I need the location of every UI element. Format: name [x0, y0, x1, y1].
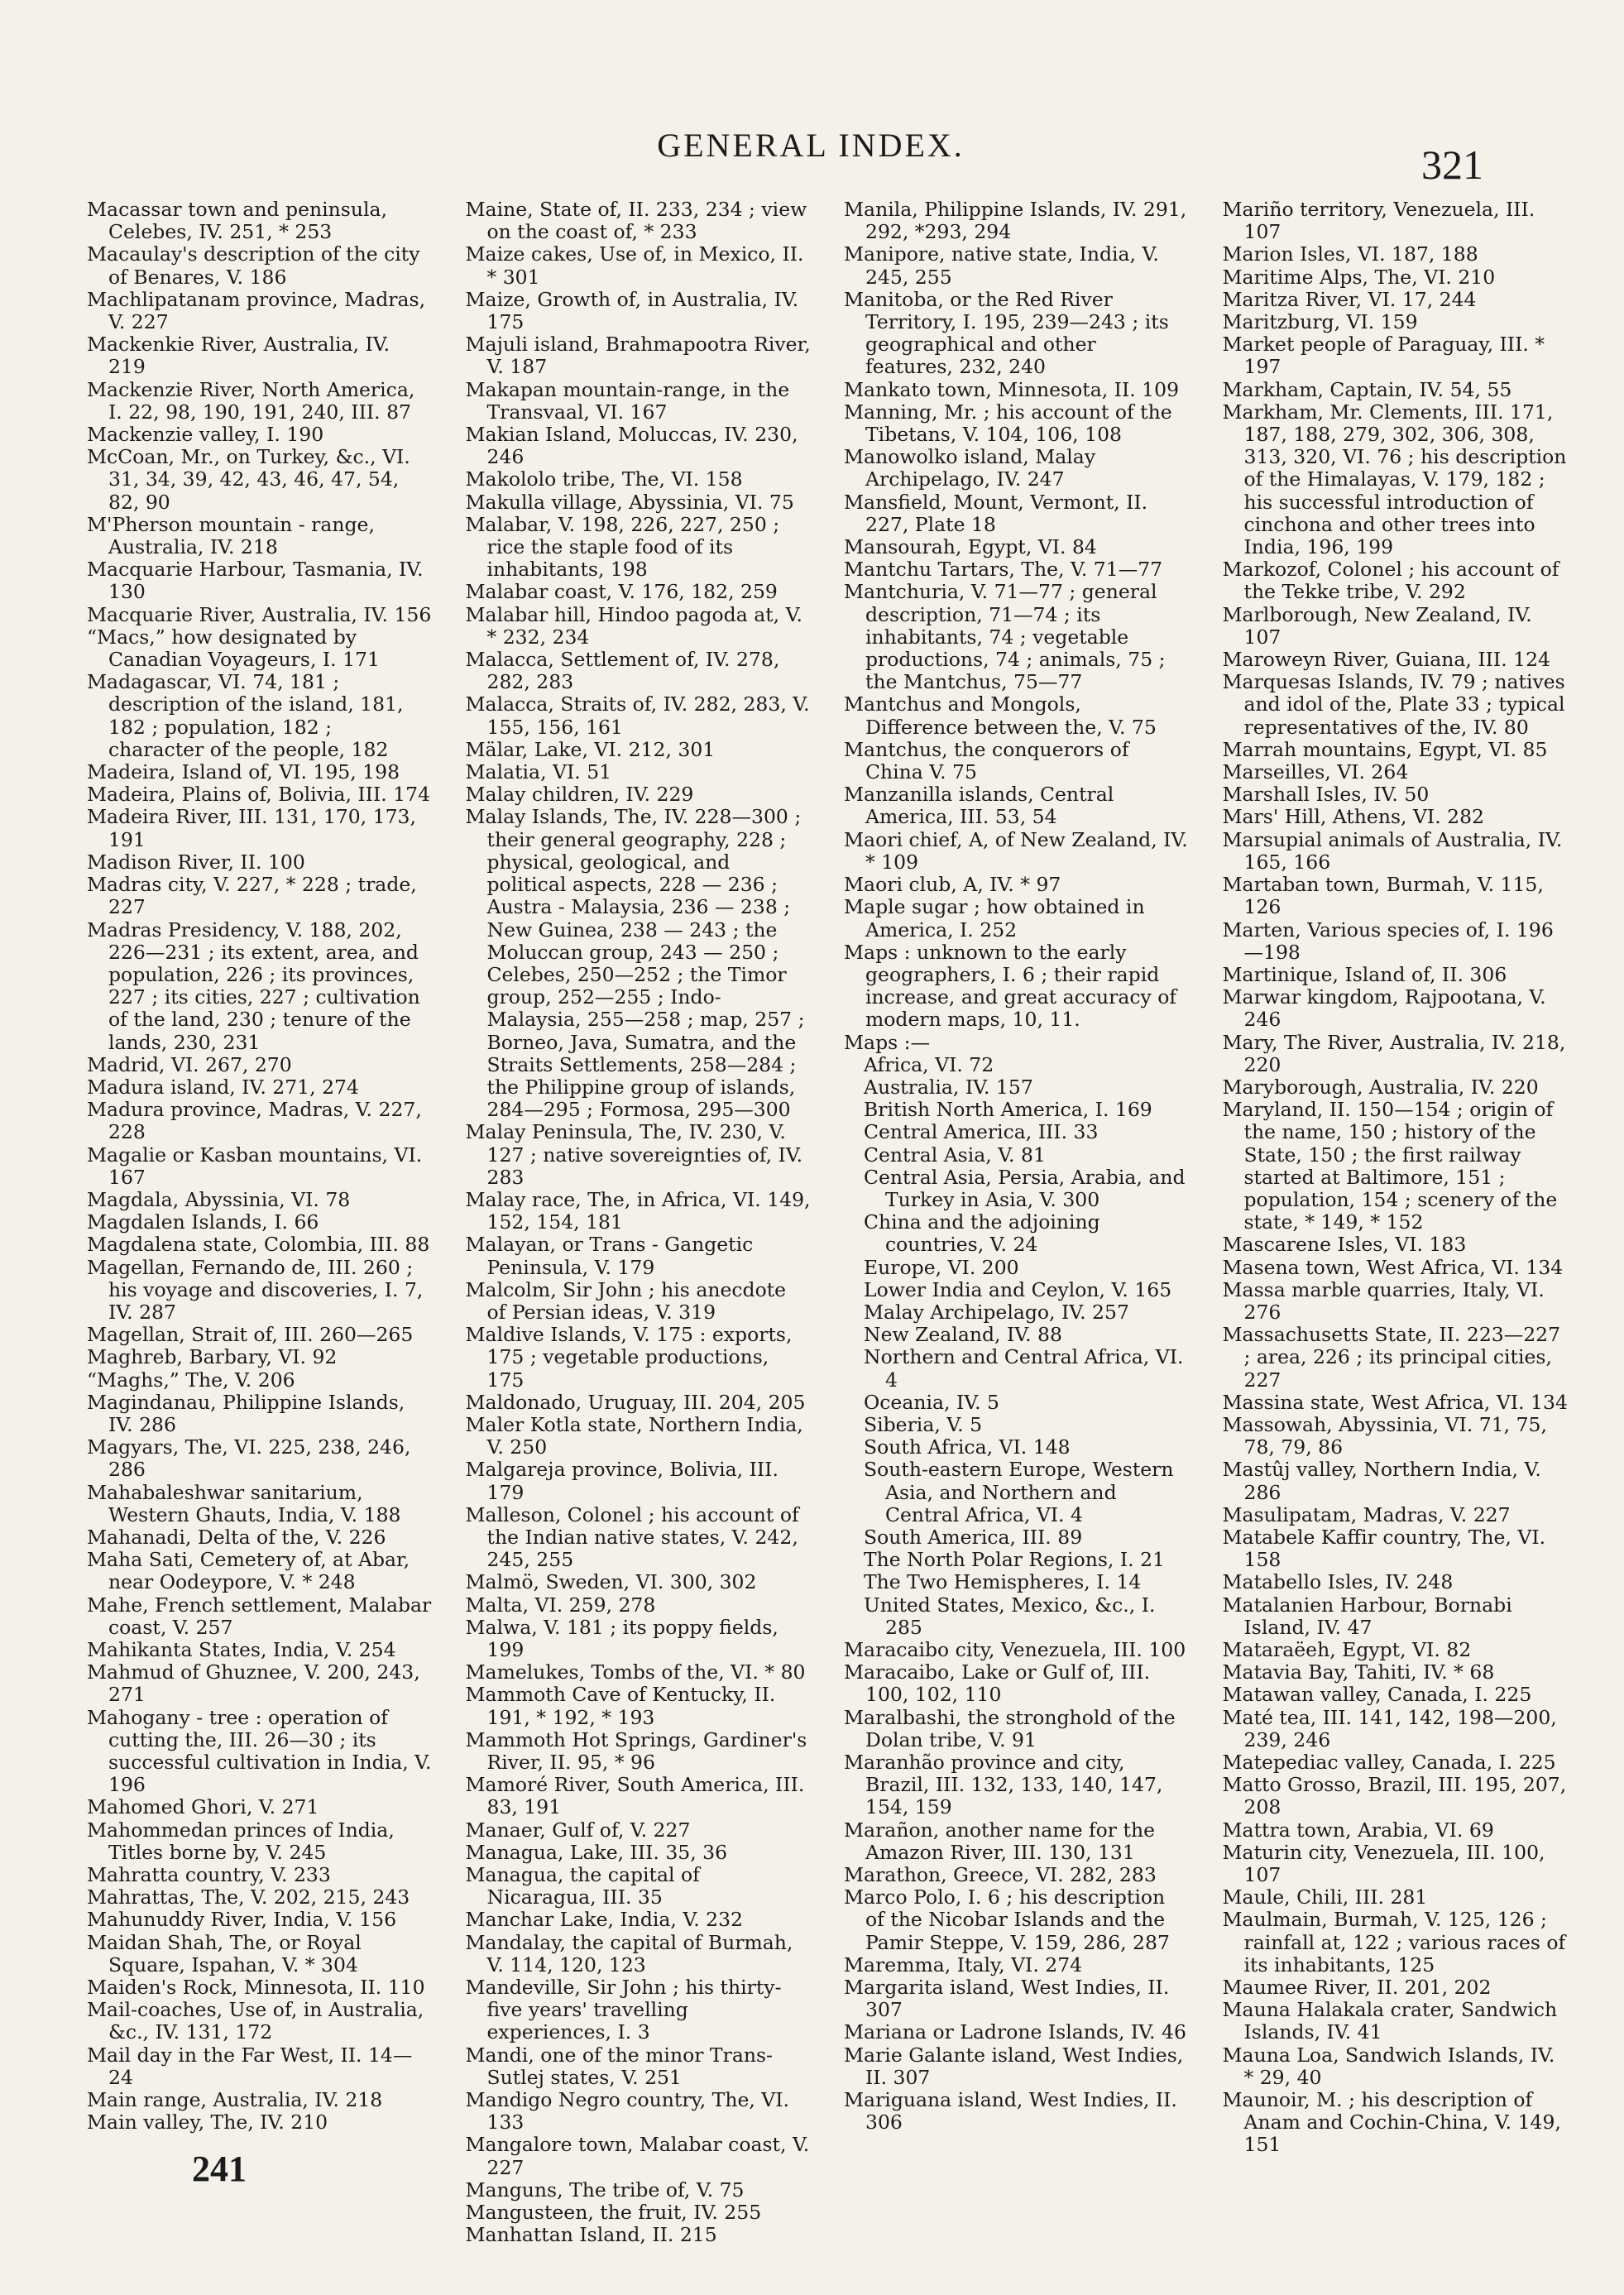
index-entry: Siberia, V. 5: [864, 1412, 983, 1436]
index-entry: Marquesas Islands, IV. 79 ; natives and idol of the, Plate 33 ; typical representatives of the, IV. 80: [1222, 670, 1565, 739]
index-entry: Mars' Hill, Athens, VI. 282: [1222, 805, 1485, 829]
index-entry: Maremma, Italy, VI. 274: [844, 1952, 1083, 1976]
index-entry: Maha Sati, Cemetery of, at Abar, near Oodeypore, V. * 248: [87, 1548, 410, 1594]
index-entry: United States, Mexico, &c., I. 285: [864, 1593, 1156, 1639]
index-entry: Mahikanta States, India, V. 254: [87, 1638, 396, 1661]
index-entry: Malay children, IV. 229: [465, 783, 694, 807]
index-entry: Maghreb, Barbary, VI. 92: [87, 1345, 338, 1369]
index-entry: New Zealand, IV. 88: [864, 1323, 1062, 1347]
index-entry: Mataraëeh, Egypt, VI. 82: [1222, 1638, 1472, 1661]
index-entry: Maine, State of, II. 233, 234 ; view on the coast of, * 233: [465, 198, 807, 244]
index-entry: Mariana or Ladrone Islands, IV. 46: [844, 2020, 1186, 2044]
index-entry: Marseilles, VI. 264: [1222, 760, 1409, 784]
index-entry: Madeira, Island of, VI. 195, 198: [87, 760, 400, 784]
index-entry: Central Asia, V. 81: [864, 1143, 1046, 1167]
index-entry: Mariguana island, West Indies, II. 306: [844, 2088, 1177, 2134]
index-entry: Manzanilla islands, Central America, III. 53, 54: [844, 783, 1114, 829]
index-entry: Oceania, IV. 5: [864, 1390, 999, 1414]
index-entry: Mangusteen, the fruit, IV. 255: [465, 2201, 762, 2225]
index-entry: Mantchuria, V. 71—77 ; general description, 71—74 ; its inhabitants, 74 ; vegetable productions, 74 ; animals, 75 ; the Mantchus, 75—77: [844, 580, 1166, 694]
index-entry: Martinique, Island of, II. 306: [1222, 962, 1507, 986]
index-entry: Makulla village, Abyssinia, VI. 75: [465, 490, 794, 514]
index-entry: “Maghs,” The, V. 206: [87, 1368, 295, 1392]
index-entry: Manaer, Gulf of, V. 227: [465, 1818, 691, 1842]
index-entry: Mahratta country, V. 233: [87, 1863, 331, 1887]
index-entry: Magdala, Abyssinia, VI. 78: [87, 1187, 351, 1211]
index-entry: Maumee River, II. 201, 202: [1222, 1976, 1492, 2000]
index-entry: Malay Islands, The, IV. 228—300 ; their general geography, 228 ; physical, geological, and political aspects, 228 — 236 ; Austra - Malaysia, 236 — 238 ; New Guinea, 238 — 243 ; the Moluccan group, 243 — 250 ; Celebes, 250—252 ; the Timor group, 252—255 ; Indo-Malaysia, 255—258 ; map, 257 ; Borneo, Java, Sumatra, and the Straits Settlements, 258—284 ; the Philippine group of islands, 284—295 ; Formosa, 295—300: [465, 805, 805, 1122]
index-entry: Magdalena state, Colombia, III. 88: [87, 1233, 430, 1257]
index-entry: Maritza River, VI. 17, 244: [1222, 287, 1477, 311]
index-entry: M'Pherson mountain - range, Australia, IV. 218: [87, 512, 375, 559]
index-entry: Macquarie Harbour, Tasmania, IV. 130: [87, 558, 424, 604]
index-entry: Maori chief, A, of New Zealand, IV. * 109: [844, 827, 1188, 874]
index-entry: British North America, I. 169: [864, 1098, 1152, 1122]
index-column-2: [465, 198, 812, 2247]
index-entry: Maroweyn River, Guiana, III. 124: [1222, 648, 1551, 672]
index-entry: Matabello Isles, IV. 248: [1222, 1570, 1454, 1594]
index-column-1: [87, 199, 433, 2201]
index-entry: Makian Island, Moluccas, IV. 230, 246: [465, 423, 798, 469]
index-entry: Northern and Central Africa, VI. 4: [864, 1345, 1184, 1392]
index-entry: Mary, The River, Australia, IV. 218, 220: [1222, 1030, 1566, 1076]
index-entry: Martaban town, Burmah, V. 115, 126: [1222, 873, 1544, 919]
index-entry: Maryland, II. 150—154 ; origin of the name, 150 ; history of the State, 150 ; the first railway started at Baltimore, 151 ; population, 154 ; scenery of the state, * 149, * 152: [1222, 1098, 1558, 1234]
index-entry: Malayan, or Trans - Gangetic Peninsula, V. 179: [465, 1233, 754, 1279]
index-entry: Masulipatam, Madras, V. 227: [1222, 1502, 1511, 1526]
index-entry: Magindanau, Philippine Islands, IV. 286: [87, 1390, 405, 1436]
index-entry: Margarita island, West Indies, II. 307: [844, 1976, 1170, 2022]
index-entry: Maritime Alps, The, VI. 210: [1222, 265, 1496, 289]
index-entry: Mantchu Tartars, The, V. 71—77: [844, 558, 1163, 582]
index-entry: Mandi, one of the minor Trans-Sutlej states, V. 251: [465, 2043, 773, 2089]
index-entry: Massa marble quarries, Italy, VI. 276: [1222, 1277, 1545, 1324]
index-entry: Marsupial animals of Australia, IV. 165, 166: [1222, 827, 1563, 874]
index-entry: Main valley, The, IV. 210: [87, 2111, 328, 2134]
index-entry: Maize, Growth of, in Australia, IV. 175: [465, 287, 799, 334]
index-entry: Madura island, IV. 271, 274: [87, 1075, 359, 1099]
index-entry: Market people of Paraguay, III. * 197: [1222, 333, 1545, 379]
index-entry: Managua, Lake, III. 35, 36: [465, 1840, 728, 1864]
index-entry: Africa, VI. 72: [864, 1052, 994, 1076]
index-entry: Mandigo Negro country, The, VI. 133: [465, 2088, 790, 2134]
index-entry: Manguns, The tribe of, V. 75: [465, 2178, 745, 2202]
index-entry: Maritzburg, VI. 159: [1222, 310, 1418, 334]
index-entry: Mackenzie River, North America, I. 22, 98, 190, 191, 240, III. 87: [87, 377, 415, 424]
index-entry: Magellan, Fernando de, III. 260 ; his voyage and discoveries, I. 7, IV. 287: [87, 1255, 424, 1324]
index-entry: Mahmud of Ghuznee, V. 200, 243, 271: [87, 1660, 420, 1707]
index-entry: Malacca, Straits of, IV. 282, 283, V. 155, 156, 161: [465, 692, 810, 739]
index-entry: Madras city, V. 227, * 228 ; trade, 227: [87, 873, 417, 919]
index-entry: Mastûj valley, Northern India, V. 286: [1222, 1458, 1541, 1504]
index-entry: Mauna Loa, Sandwich Islands, IV. * 29, 40: [1222, 2043, 1555, 2089]
index-entry: Marwar kingdom, Rajpootana, V. 246: [1222, 985, 1546, 1032]
index-entry: Malabar, V. 198, 226, 227, 250 ; rice the staple food of its inhabitants, 198: [465, 512, 780, 582]
index-entry: Mansourah, Egypt, VI. 84: [844, 535, 1097, 559]
index-entry: Mascarene Isles, VI. 183: [1222, 1233, 1467, 1257]
index-entry: Madrid, VI. 267, 270: [87, 1052, 292, 1076]
index-entry: Malgareja province, Bolivia, III. 179: [465, 1458, 778, 1504]
index-entry: Matto Grosso, Brazil, III. 195, 207, 208: [1222, 1773, 1567, 1819]
index-entry: Mandeville, Sir John ; his thirty-five years' travelling experiences, I. 3: [465, 1976, 782, 2044]
index-entry: Lower India and Ceylon, V. 165: [864, 1277, 1172, 1301]
index-entry: Marie Galante island, West Indies, II. 307: [844, 2043, 1184, 2089]
index-entry: Manipore, native state, India, V. 245, 255: [844, 242, 1159, 289]
index-entry: Maiden's Rock, Minnesota, II. 110: [87, 1976, 425, 2000]
index-entry: Manning, Mr. ; his account of the Tibetans, V. 104, 106, 108: [844, 400, 1172, 447]
index-entry: Machlipatanam province, Madras, V. 227: [87, 287, 426, 334]
index-entry: Macquarie River, Australia, IV. 156: [87, 602, 432, 626]
index-entry: Mackenkie River, Australia, IV. 219: [87, 333, 390, 379]
index-entry: Maulmain, Burmah, V. 125, 126 ; rainfall at, 122 ; various races of its inhabitants, 125: [1222, 1908, 1566, 1976]
index-entry: Markham, Captain, IV. 54, 55: [1222, 377, 1512, 401]
index-entry: Malay Archipelago, IV. 257: [864, 1300, 1129, 1324]
index-entry: Massowah, Abyssinia, VI. 71, 75, 78, 79, 86: [1222, 1412, 1547, 1459]
index-entry: Maldonado, Uruguay, III. 204, 205: [465, 1390, 806, 1414]
index-entry: Malay race, The, in Africa, VI. 149, 152, 154, 181: [465, 1187, 811, 1234]
index-entry: Makapan mountain-range, in the Transvaal, VI. 167: [465, 377, 790, 424]
index-entry: Mammoth Hot Springs, Gardiner's River, II. 95, * 96: [465, 1727, 807, 1775]
index-entry: Maize cakes, Use of, in Mexico, II. * 301: [465, 242, 804, 289]
index-entry: Mattra town, Arabia, VI. 69: [1222, 1818, 1494, 1842]
index-entry: China and the adjoining countries, V. 24: [864, 1210, 1100, 1257]
index-entry: McCoan, Mr., on Turkey, &c., VI. 31, 34, 39, 42, 43, 46, 47, 54, 82, 90: [87, 445, 410, 514]
signature-mark: 241: [192, 2149, 247, 2189]
index-entry: Malleson, Colonel ; his account of the Indian native states, V. 242, 245, 255: [465, 1502, 799, 1572]
index-entry: Magyars, The, VI. 225, 238, 246, 286: [87, 1435, 411, 1482]
index-entry: Madeira, Plains of, Bolivia, III. 174: [87, 783, 431, 807]
index-entry: Maturin city, Venezuela, III. 100, 107: [1222, 1840, 1545, 1887]
index-entry: Malatia, VI. 51: [465, 760, 612, 784]
index-entry: Madeira River, III. 131, 170, 173, 191: [87, 805, 416, 851]
index-entry: Maule, Chili, III. 281: [1222, 1885, 1428, 1909]
index-entry: Malacca, Settlement of, IV. 278, 282, 283: [465, 648, 780, 694]
index-entry: Maryborough, Australia, IV. 220: [1222, 1075, 1539, 1099]
index-entry: Maps :—: [844, 1030, 931, 1054]
index-entry: Madison River, II. 100: [87, 850, 305, 874]
index-entry: Marrah mountains, Egypt, VI. 85: [1222, 737, 1548, 761]
index-entry: Maté tea, III. 141, 142, 198—200, 239, 246: [1222, 1705, 1557, 1751]
index-entry: Mackenzie valley, I. 190: [87, 423, 324, 447]
index-entry: Mankato town, Minnesota, II. 109: [844, 377, 1180, 401]
index-entry: Managua, the capital of Nicaragua, III. 35: [465, 1863, 700, 1909]
index-entry: Massina state, West Africa, VI. 134: [1222, 1390, 1568, 1414]
index-columns: [87, 198, 1568, 2247]
index-entry: Matepediac valley, Canada, I. 225: [1222, 1751, 1556, 1775]
index-entry: Mail day in the Far West, II. 14—24: [87, 2043, 413, 2089]
index-entry: Macassar town and peninsula, Celebes, IV. 251, * 253: [87, 198, 387, 244]
index-column-4: [1223, 199, 1569, 2201]
index-entry: Markozof, Colonel ; his account of the Tekke tribe, V. 292: [1222, 558, 1559, 604]
index-entry: “Macs,” how designated by Canadian Voyageurs, I. 171: [87, 625, 380, 672]
page-header: [0, 126, 1624, 188]
index-entry: Maracaibo, Lake or Gulf of, III. 100, 102, 110: [844, 1660, 1151, 1707]
index-entry: Malabar hill, Hindoo pagoda at, V. * 232, 234: [465, 602, 802, 649]
index-entry: Marañon, another name for the Amazon River, III. 130, 131: [844, 1818, 1155, 1864]
index-entry: Mariño territory, Venezuela, III. 107: [1222, 198, 1535, 244]
index-entry: Mamoré River, South America, III. 83, 191: [465, 1773, 805, 1819]
index-entry: Mahomed Ghori, V. 271: [87, 1795, 319, 1819]
index-entry: Malabar coast, V. 176, 182, 259: [465, 580, 778, 604]
index-entry: Malwa, V. 181 ; its poppy fields, 199: [465, 1615, 778, 1661]
index-entry: Mansfield, Mount, Vermont, II. 227, Plate 18: [844, 490, 1148, 536]
index-entry: Matabele Kaffir country, The, VI. 158: [1222, 1525, 1546, 1572]
index-entry: Matawan valley, Canada, I. 225: [1222, 1683, 1532, 1707]
index-entry: Maori club, A, IV. * 97: [844, 873, 1061, 897]
index-entry: Marco Polo, I. 6 ; his description of the Nicobar Islands and the Pamir Steppe, V. 159, 286, 287: [844, 1885, 1170, 1954]
index-entry: Manhattan Island, II. 215: [465, 2223, 717, 2247]
index-entry: Mahanadi, Delta of the, V. 226: [87, 1525, 386, 1549]
index-entry: Mantchus and Mongols, Difference between the, V. 75: [844, 692, 1157, 739]
index-entry: Malay Peninsula, The, IV. 230, V. 127 ; native sovereignties of, IV. 283: [465, 1120, 803, 1189]
index-entry: Manchar Lake, India, V. 232: [465, 1908, 744, 1932]
index-entry: Manowolko island, Malay Archipelago, IV. 247: [844, 445, 1096, 491]
index-entry: South-eastern Europe, Western Asia, and Northern and Central Africa, VI. 4: [864, 1458, 1174, 1526]
index-entry: Makololo tribe, The, VI. 158: [465, 467, 743, 491]
index-entry: Mahe, French settlement, Malabar coast, V. 257: [87, 1593, 432, 1639]
index-entry: South Africa, VI. 148: [864, 1435, 1071, 1459]
index-entry: Marathon, Greece, VI. 282, 283: [844, 1863, 1157, 1887]
index-entry: Europe, VI. 200: [864, 1255, 1019, 1279]
index-entry: Majuli island, Brahmapootra River, V. 187: [465, 333, 811, 379]
index-entry: Malcolm, Sir John ; his anecdote of Persian ideas, V. 319: [465, 1277, 787, 1324]
index-entry: Mail-coaches, Use of, in Australia, &c., IV. 131, 172: [87, 1998, 424, 2044]
index-entry: Marlborough, New Zealand, IV. 107: [1222, 602, 1532, 649]
index-entry: Mahrattas, The, V. 202, 215, 243: [87, 1885, 410, 1909]
index-entry: Maple sugar ; how obtained in America, I. 252: [844, 895, 1145, 941]
index-entry: Masena town, West Africa, VI. 134: [1222, 1255, 1564, 1279]
index-entry: Marion Isles, VI. 187, 188: [1222, 242, 1478, 266]
index-entry: Maidan Shah, The, or Royal Square, Ispahan, V. * 304: [87, 1930, 362, 1976]
index-entry: Mamelukes, Tombs of the, VI. * 80: [465, 1660, 806, 1684]
index-entry: Mahabaleshwar sanitarium, Western Ghauts, India, V. 188: [87, 1480, 401, 1526]
index-entry: Manitoba, or the Red River Territory, I. 195, 239—243 ; its geographical and other features, 232, 240: [844, 287, 1169, 379]
index-entry: The North Polar Regions, I. 21: [864, 1548, 1165, 1572]
index-entry: Mahunuddy River, India, V. 156: [87, 1908, 397, 1932]
index-entry: Central America, III. 33: [864, 1120, 1099, 1144]
index-entry: Mälar, Lake, VI. 212, 301: [465, 737, 716, 761]
index-entry: Marshall Isles, IV. 50: [1222, 783, 1430, 807]
index-entry: Matavia Bay, Tahiti, IV. * 68: [1222, 1660, 1495, 1684]
index-entry: Madras Presidency, V. 188, 202, 226—231 ; its extent, area, and population, 226 ; its provinces, 227 ; its cities, 227 ; cultivation of the land, 230 ; tenure of the lands, 230, 231: [87, 918, 420, 1054]
index-entry: Main range, Australia, IV. 218: [87, 2088, 383, 2112]
index-entry: Maralbashi, the stronghold of the Dolan tribe, V. 91: [844, 1705, 1176, 1751]
index-entry: Mammoth Cave of Kentucky, II. 191, * 192, * 193: [465, 1683, 776, 1729]
index-entry: Madagascar, VI. 74, 181 ; description of the island, 181, 182 ; population, 182 ; character of the people, 182: [87, 670, 404, 761]
index-entry: Mahogany - tree : operation of cutting the, III. 26—30 ; its successful cultivation in India, V. 196: [87, 1705, 432, 1797]
index-entry: Maranhão province and city, Brazil, III. 132, 133, 140, 147, 154, 159: [844, 1751, 1163, 1819]
index-entry: Malta, VI. 259, 278: [465, 1593, 656, 1617]
index-entry: Markham, Mr. Clements, III. 171, 187, 188, 279, 302, 306, 308, 313, 320, VI. 76 ; his description of the Himalayas, V. 179, 182 ; his successful introduction of cinchona and other trees into India, 196, 199: [1222, 400, 1567, 559]
running-title: GENERAL INDEX.: [657, 127, 965, 164]
index-entry: Massachusetts State, II. 223—227 ; area, 226 ; its principal cities, 227: [1222, 1323, 1561, 1392]
index-entry: Maunoir, M. ; his description of Anam and Cochin-China, V. 149, 151: [1222, 2088, 1561, 2157]
index-entry: Madura province, Madras, V. 227, 228: [87, 1098, 422, 1144]
index-entry: Maler Kotla state, Northern India, V. 250: [465, 1412, 803, 1459]
index-entry: Maps : unknown to the early geographers, I. 6 ; their rapid increase, and great accuracy of modern maps, 10, 11.: [844, 940, 1177, 1032]
index-entry: Magdalen Islands, I. 66: [87, 1210, 319, 1234]
index-entry: Maracaibo city, Venezuela, III. 100: [844, 1638, 1186, 1661]
index-entry: Malmö, Sweden, VI. 300, 302: [465, 1570, 757, 1594]
page-number: 321: [1421, 141, 1483, 188]
index-entry: Maldive Islands, V. 175 : exports, 175 ; vegetable productions, 175: [465, 1323, 793, 1392]
index-entry: Macaulay's description of the city of Benares, V. 186: [87, 242, 420, 289]
index-entry: South America, III. 89: [864, 1525, 1083, 1549]
index-entry: Marten, Various species of, I. 196—198: [1222, 918, 1554, 964]
index-entry: The Two Hemispheres, I. 14: [864, 1570, 1142, 1594]
index-entry: Central Asia, Persia, Arabia, and Turkey in Asia, V. 300: [864, 1165, 1186, 1211]
index-entry: Mauna Halakala crater, Sandwich Islands, IV. 41: [1222, 1998, 1558, 2044]
index-entry: Mantchus, the conquerors of China V. 75: [844, 737, 1129, 784]
index-entry: Mangalore town, Malabar coast, V. 227: [465, 2133, 810, 2179]
index-entry: Magalie or Kasban mountains, VI. 167: [87, 1143, 423, 1189]
index-entry: Australia, IV. 157: [864, 1075, 1033, 1099]
index-entry: Manila, Philippine Islands, IV. 291, 292, *293, 294: [844, 198, 1187, 244]
index-column-3: [844, 199, 1190, 2201]
index-entry: Matalanien Harbour, Bornabi Island, IV. 47: [1222, 1593, 1512, 1639]
index-entry: Magellan, Strait of, III. 260—265: [87, 1323, 414, 1347]
index-entry: Mahommedan princes of India, Titles borne by, V. 245: [87, 1818, 395, 1864]
index-entry: Mandalay, the capital of Burmah, V. 114, 120, 123: [465, 1930, 793, 1976]
